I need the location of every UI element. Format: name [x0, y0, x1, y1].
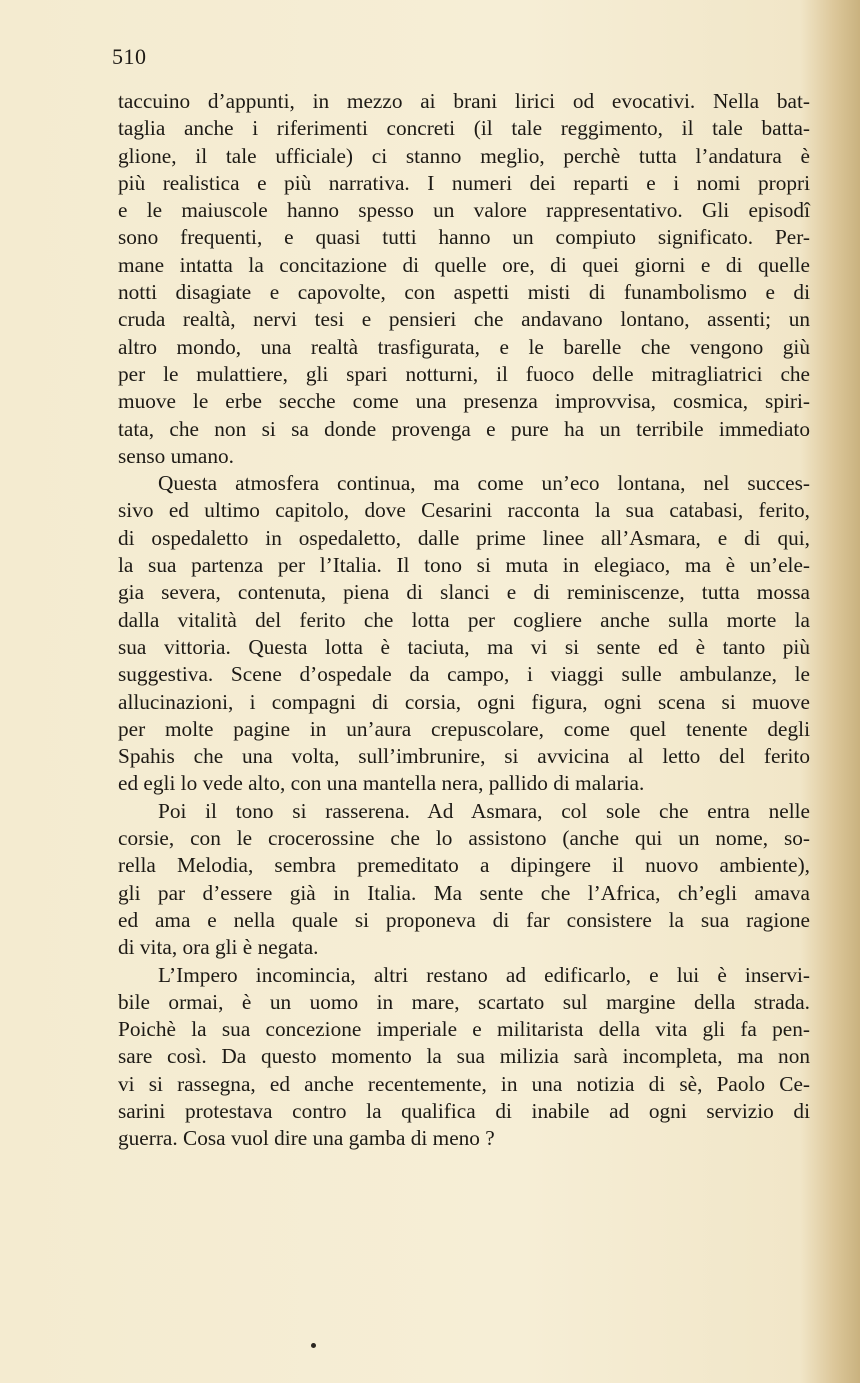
text-line: di vita, ora gli è negata. — [118, 935, 319, 960]
text-line: e le maiuscole hanno spesso un valore rappresentativo. Gli episodî — [118, 198, 810, 223]
body-text — [118, 88, 810, 1153]
text-line: notti disagiate e capovolte, con aspetti misti di funambolismo e di — [118, 280, 810, 305]
text-line: muove le erbe secche come una presenza improvvisa, cosmica, spiri- — [118, 389, 810, 414]
text-line: sono frequenti, e quasi tutti hanno un compiuto significato. Per- — [118, 225, 810, 250]
text-line: gia severa, contenuta, piena di slanci e di reminiscenze, tutta mossa — [118, 580, 810, 605]
text-line: taglia anche i riferimenti concreti (il tale reggimento, il tale batta- — [118, 116, 810, 141]
text-line: per le mulattiere, gli spari notturni, il fuoco delle mitragliatrici che — [118, 361, 810, 386]
text-line: Questa atmosfera continua, ma come un’eco lontana, nel succes- — [158, 471, 810, 496]
text-line: mane intatta la concitazione di quelle ore, di quei giorni e di quelle — [118, 252, 810, 277]
text-line: tata, che non si sa donde provenga e pure ha un terribile immediato — [118, 416, 810, 441]
text-line: sare così. Da questo momento la sua milizia sarà incompleta, ma non — [118, 1044, 810, 1069]
text-line: taccuino d’appunti, in mezzo ai brani lirici od evocativi. Nella bat- — [118, 89, 810, 113]
text-line: suggestiva. Scene d’ospedale da campo, i viaggi sulle ambulanze, le — [118, 662, 810, 687]
text-line: glione, il tale ufficiale) ci stanno meglio, perchè tutta l’andatura è — [118, 143, 810, 168]
text-line: bile ormai, è un uomo in mare, scartato sul margine della strada. — [118, 989, 810, 1014]
text-line: vi si rassegna, ed anche recentemente, in una notizia di sè, Paolo Ce- — [118, 1071, 810, 1096]
text-line: sua vittoria. Questa lotta è taciuta, ma vi si sente ed è tanto più — [118, 634, 810, 659]
text-line: per molte pagine in un’aura crepuscolare, come quel tenente degli — [118, 716, 810, 741]
text-line: senso umano. — [118, 443, 234, 468]
text-line: guerra. Cosa vuol dire una gamba di meno ? — [118, 1126, 495, 1151]
text-line: di ospedaletto in ospedaletto, dalle prime linee all’Asmara, e di qui, — [118, 525, 810, 550]
text-line: ed egli lo vede alto, con una mantella nera, pallido di malaria. — [118, 771, 645, 796]
page-number: 510 — [112, 44, 147, 69]
text-line: corsie, con le crocerossine che lo assistono (anche qui un nome, so- — [118, 826, 810, 851]
text-line: Poichè la sua concezione imperiale e militarista della vita gli fa pen- — [118, 1017, 810, 1042]
text-line: più realistica e più narrativa. I numeri dei reparti e i nomi propri — [118, 170, 810, 195]
text-line: allucinazioni, i compagni di corsia, ogni figura, ogni scena si muove — [118, 689, 810, 714]
text-line: Poi il tono si rasserena. Ad Asmara, col sole che entra nelle — [158, 798, 810, 823]
text-line: cruda realtà, nervi tesi e pensieri che andavano lontano, assenti; un — [118, 307, 810, 332]
text-line: Spahis che una volta, sull’imbrunire, si avvicina al letto del ferito — [118, 744, 810, 769]
text-line: la sua partenza per l’Italia. Il tono si muta in elegiaco, ma è un’ele- — [118, 553, 810, 578]
ink-dot — [311, 1343, 316, 1348]
text-line: gli par d’essere già in Italia. Ma sente che l’Africa, ch’egli amava — [118, 880, 810, 905]
text-line: altro mondo, una realtà trasfigurata, e le barelle che vengono giù — [118, 334, 810, 359]
text-line: ed ama e nella quale si proponeva di far consistere la sua ragione — [118, 907, 810, 932]
text-line: sivo ed ultimo capitolo, dove Cesarini racconta la sua catabasi, ferito, — [118, 498, 810, 523]
text-line: dalla vitalità del ferito che lotta per cogliere anche sulla morte la — [118, 607, 810, 632]
text-line: rella Melodia, sembra premeditato a dipingere il nuovo ambiente), — [118, 853, 810, 878]
text-line: sarini protestava contro la qualifica di inabile ad ogni servizio di — [118, 1098, 810, 1123]
text-line: L’Impero incomincia, altri restano ad edificarlo, e lui è inservi- — [158, 962, 810, 987]
